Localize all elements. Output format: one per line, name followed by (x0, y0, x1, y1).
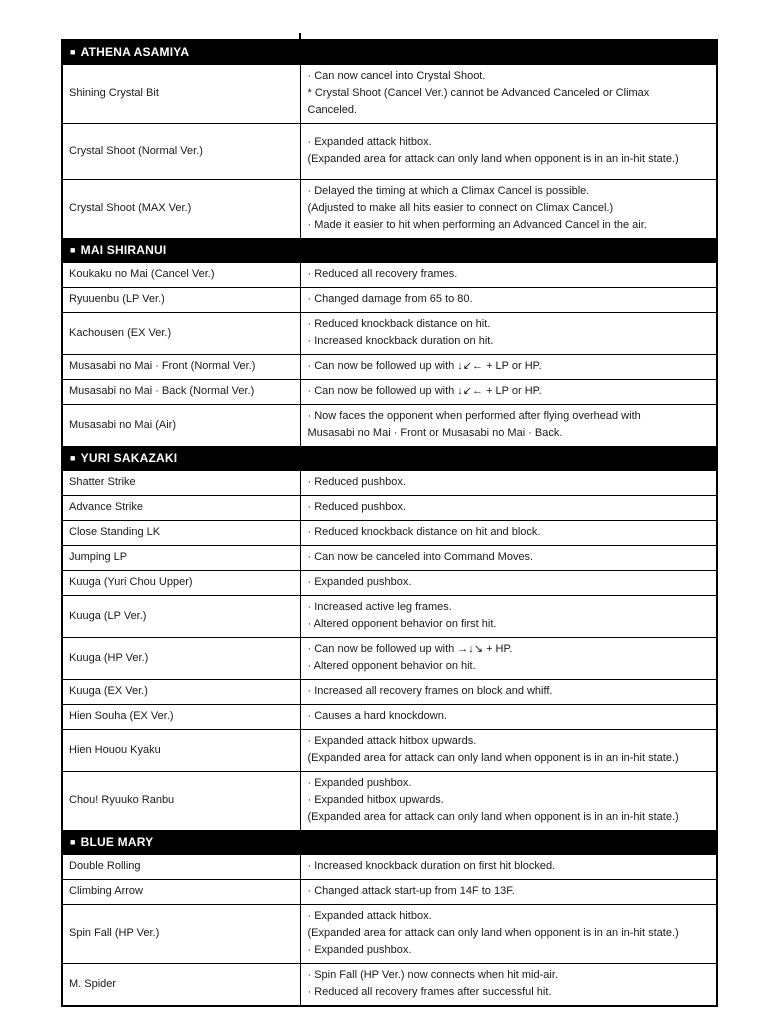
move-name: Musasabi no Mai (Air) (69, 418, 176, 431)
changes-cell (300, 380, 717, 405)
move-name-cell (62, 263, 300, 288)
move-name: Kuuga (LP Ver.) (69, 609, 147, 622)
change-line: · Altered opponent behavior on first hit. (307, 618, 497, 630)
change-line: (Expanded area for attack can only land when opponent is in an in-hit state.) (307, 153, 679, 165)
section-header (62, 40, 717, 65)
move-name-cell (62, 730, 300, 772)
move-name: Close Standing LK (69, 526, 161, 538)
table-row (62, 680, 717, 705)
change-line: · Now faces the opponent when performed after flying overhead with (307, 410, 641, 422)
move-name: Advance Strike (69, 501, 143, 513)
table-row (62, 288, 717, 313)
change-line: · Expanded pushbox. (307, 944, 412, 956)
change-line: · Increased knockback duration on first hit blocked. (307, 860, 556, 872)
move-name-cell (62, 964, 300, 1007)
section-header (62, 831, 717, 855)
table-row (62, 380, 717, 405)
change-line: · Altered opponent behavior on hit. (307, 660, 476, 672)
changes-cell (300, 855, 717, 880)
move-name-cell (62, 546, 300, 571)
change-line: · Increased knockback duration on hit. (307, 335, 494, 347)
move-name: Kachousen (EX Ver.) (69, 326, 172, 339)
move-name: Jumping LP (69, 551, 128, 563)
change-line: · Expanded pushbox. (307, 777, 412, 789)
patch-notes-table (61, 39, 718, 1007)
table-row (62, 596, 717, 638)
changes-cell (300, 521, 717, 546)
changes-cell (300, 65, 717, 124)
change-line: · Can now be followed up with ↓↙← + LP or HP. (307, 385, 542, 397)
table-row (62, 730, 717, 772)
move-name: Hien Souha (EX Ver.) (69, 710, 174, 722)
change-line: · Expanded attack hitbox upwards. (307, 735, 477, 747)
table-row (62, 180, 717, 239)
section-title: YURI SAKAZAKI (80, 451, 178, 465)
change-line: · Increased active leg frames. (307, 601, 452, 613)
table-row (62, 405, 717, 447)
table-row (62, 313, 717, 355)
section-header (62, 239, 717, 263)
change-line: · Changed damage from 65 to 80. (307, 293, 473, 305)
change-line: (Expanded area for attack can only land when opponent is in an in-hit state.) (307, 811, 679, 823)
move-name-cell (62, 521, 300, 546)
move-name: Crystal Shoot (MAX Ver.) (69, 202, 192, 214)
change-line: · Causes a hard knockdown. (307, 710, 447, 722)
move-name-cell (62, 380, 300, 405)
move-name-cell (62, 288, 300, 313)
move-name: Climbing Arrow (69, 885, 143, 897)
changes-cell (300, 124, 717, 180)
section-title: ATHENA ASAMIYA (80, 45, 190, 59)
changes-cell (300, 964, 717, 1007)
move-name: Musasabi no Mai · Front (Normal Ver.) (69, 360, 256, 372)
move-name: Shatter Strike (69, 476, 136, 488)
change-line: · Can now cancel into Crystal Shoot. (307, 70, 486, 82)
move-name: Crystal Shoot (Normal Ver.) (69, 144, 203, 157)
square-bullet-icon: ■ (70, 47, 76, 57)
table-row (62, 705, 717, 730)
change-line: (Expanded area for attack can only land when opponent is in an in-hit state.) (307, 752, 679, 764)
move-name-cell (62, 180, 300, 239)
change-line: · Expanded attack hitbox. (307, 136, 432, 148)
table-row (62, 571, 717, 596)
table-row (62, 355, 717, 380)
change-line: · Spin Fall (HP Ver.) now connects when hit mid-air. (307, 969, 558, 981)
table-row (62, 964, 717, 1007)
changes-cell (300, 288, 717, 313)
move-name-cell (62, 496, 300, 521)
change-line: · Expanded hitbox upwards. (307, 794, 444, 806)
move-name: Musasabi no Mai · Back (Normal Ver.) (69, 385, 255, 397)
move-name-cell (62, 124, 300, 180)
changes-cell (300, 680, 717, 705)
move-name-cell (62, 705, 300, 730)
change-line: · Reduced knockback distance on hit and block. (307, 526, 541, 538)
section-title: MAI SHIRANUI (80, 243, 167, 257)
change-line: Canceled. (307, 104, 358, 116)
table-row (62, 496, 717, 521)
move-name-cell (62, 65, 300, 124)
table-row (62, 880, 717, 905)
change-line: · Reduced all recovery frames after successful hit. (307, 986, 552, 998)
move-name: Kuuga (EX Ver.) (69, 685, 148, 697)
move-name: Hien Houou Kyaku (69, 743, 161, 756)
move-name: Double Rolling (69, 860, 141, 872)
move-name-cell (62, 571, 300, 596)
changes-cell (300, 880, 717, 905)
change-line: · Expanded pushbox. (307, 576, 412, 588)
change-line: (Expanded area for attack can only land when opponent is in an in-hit state.) (307, 927, 679, 939)
change-line: · Increased all recovery frames on block and whiff. (307, 685, 553, 697)
table-row (62, 855, 717, 880)
table-row (62, 546, 717, 571)
changes-cell (300, 705, 717, 730)
move-name: Ryuuenbu (LP Ver.) (69, 293, 165, 305)
changes-cell (300, 638, 717, 680)
change-line: · Expanded attack hitbox. (307, 910, 432, 922)
change-line: · Changed attack start-up from 14F to 13F. (307, 885, 515, 897)
changes-cell (300, 730, 717, 772)
changes-cell (300, 180, 717, 239)
patch-table-body (62, 40, 717, 1006)
changes-cell (300, 263, 717, 288)
changes-cell (300, 405, 717, 447)
move-name: Kuuga (HP Ver.) (69, 651, 149, 664)
move-name: Koukaku no Mai (Cancel Ver.) (69, 268, 215, 280)
change-line: · Can now be followed up with ↓↙← + LP or HP. (307, 360, 542, 372)
move-name-cell (62, 355, 300, 380)
move-name-cell (62, 405, 300, 447)
move-name-cell (62, 905, 300, 964)
table-row (62, 905, 717, 964)
move-name-cell (62, 855, 300, 880)
move-name: Kuuga (Yuri Chou Upper) (69, 576, 193, 588)
move-name: Spin Fall (HP Ver.) (69, 927, 160, 939)
change-line: · Reduced pushbox. (307, 476, 406, 488)
section-title: BLUE MARY (80, 835, 154, 849)
table-row (62, 263, 717, 288)
change-line: · Delayed the timing at which a Climax Cancel is possible. (307, 185, 590, 197)
table-row (62, 521, 717, 546)
move-name-cell (62, 471, 300, 496)
changes-cell (300, 496, 717, 521)
change-line: · Can now be canceled into Command Moves. (307, 551, 534, 563)
change-line: · Can now be followed up with →↓↘ + HP. (307, 643, 513, 655)
change-line: · Reduced all recovery frames. (307, 268, 458, 280)
changes-cell (300, 471, 717, 496)
changes-cell (300, 546, 717, 571)
move-name-cell (62, 880, 300, 905)
section-header-row (62, 40, 717, 65)
move-name-cell (62, 638, 300, 680)
change-line: · Made it easier to hit when performing an Advanced Cancel in the air. (307, 219, 647, 231)
section-header-row (62, 239, 717, 263)
change-line: Musasabi no Mai · Front or Musasabi no Mai · Back. (307, 427, 563, 439)
move-name-cell (62, 772, 300, 831)
change-line: (Adjusted to make all hits easier to connect on Climax Cancel.) (307, 202, 614, 214)
table-row (62, 65, 717, 124)
square-bullet-icon: ■ (70, 453, 76, 463)
square-bullet-icon: ■ (70, 837, 76, 847)
table-row (62, 772, 717, 831)
move-name: M. Spider (69, 977, 117, 990)
changes-cell (300, 772, 717, 831)
change-line: · Reduced pushbox. (307, 501, 406, 513)
table-row (62, 638, 717, 680)
move-name: Chou! Ryuuko Ranbu (69, 794, 175, 806)
changes-cell (300, 355, 717, 380)
change-line: · Reduced knockback distance on hit. (307, 318, 491, 330)
section-header (62, 447, 717, 471)
changes-cell (300, 905, 717, 964)
move-name: Shining Crystal Bit (69, 87, 159, 99)
section-header-row (62, 447, 717, 471)
move-name-cell (62, 596, 300, 638)
move-name-cell (62, 313, 300, 355)
square-bullet-icon: ■ (70, 245, 76, 255)
section-header-row (62, 831, 717, 855)
changes-cell (300, 596, 717, 638)
change-line: * Crystal Shoot (Cancel Ver.) cannot be Advanced Canceled or Climax (307, 87, 650, 99)
changes-cell (300, 313, 717, 355)
changes-cell (300, 571, 717, 596)
move-name-cell (62, 680, 300, 705)
table-row (62, 124, 717, 180)
table-row (62, 471, 717, 496)
